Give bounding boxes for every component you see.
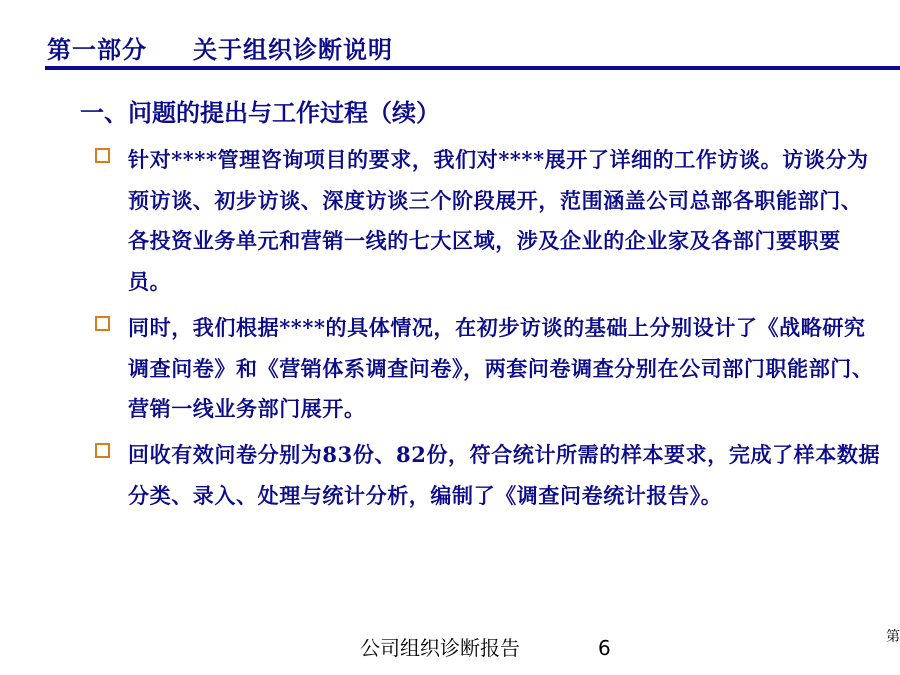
corner-page-label: 第 xyxy=(886,629,900,645)
bullet-text: 同时，我们根据****的具体情况，在初步访谈的基础上分别设计了《战略研究调查问卷》和《营销体系调查问卷》，两套问卷调查分别在公司部门职能部门、营销一线业务部门展开。 xyxy=(128,315,874,421)
bullet-text: 回收有效问卷分别为83份、82份，符合统计所需的样本要求，完成了样本数据分类、录入、处理与统计分析，编制了《调查问卷统计报告》。 xyxy=(128,442,881,508)
footer xyxy=(360,632,611,661)
header-title xyxy=(47,30,393,65)
checkbox-bullet-icon xyxy=(95,443,110,458)
header-divider xyxy=(45,66,900,70)
bullet-item xyxy=(95,308,885,430)
bullet-text: 针对****管理咨询项目的要求，我们对****展开了详细的工作访谈。访谈分为预访谈、初步访谈、深度访谈三个阶段展开，范围涵盖公司总部各职能部门、各投资业务单元和营销一线的七大区域，涉及企业的企业家及各部门要职要员。 xyxy=(128,147,869,294)
section-heading: 一、问题的提出与工作过程（续） xyxy=(80,98,440,127)
footer-text: 公司组织诊断报告 xyxy=(360,636,520,660)
page-number: 6 xyxy=(598,636,611,660)
header-title-text: 关于组织诊断说明 xyxy=(193,35,393,64)
bullet-item xyxy=(95,435,885,516)
checkbox-bullet-icon xyxy=(95,316,110,331)
checkbox-bullet-icon xyxy=(95,148,110,163)
bullet-item xyxy=(95,140,885,302)
header-part: 第一部分 xyxy=(47,35,147,64)
